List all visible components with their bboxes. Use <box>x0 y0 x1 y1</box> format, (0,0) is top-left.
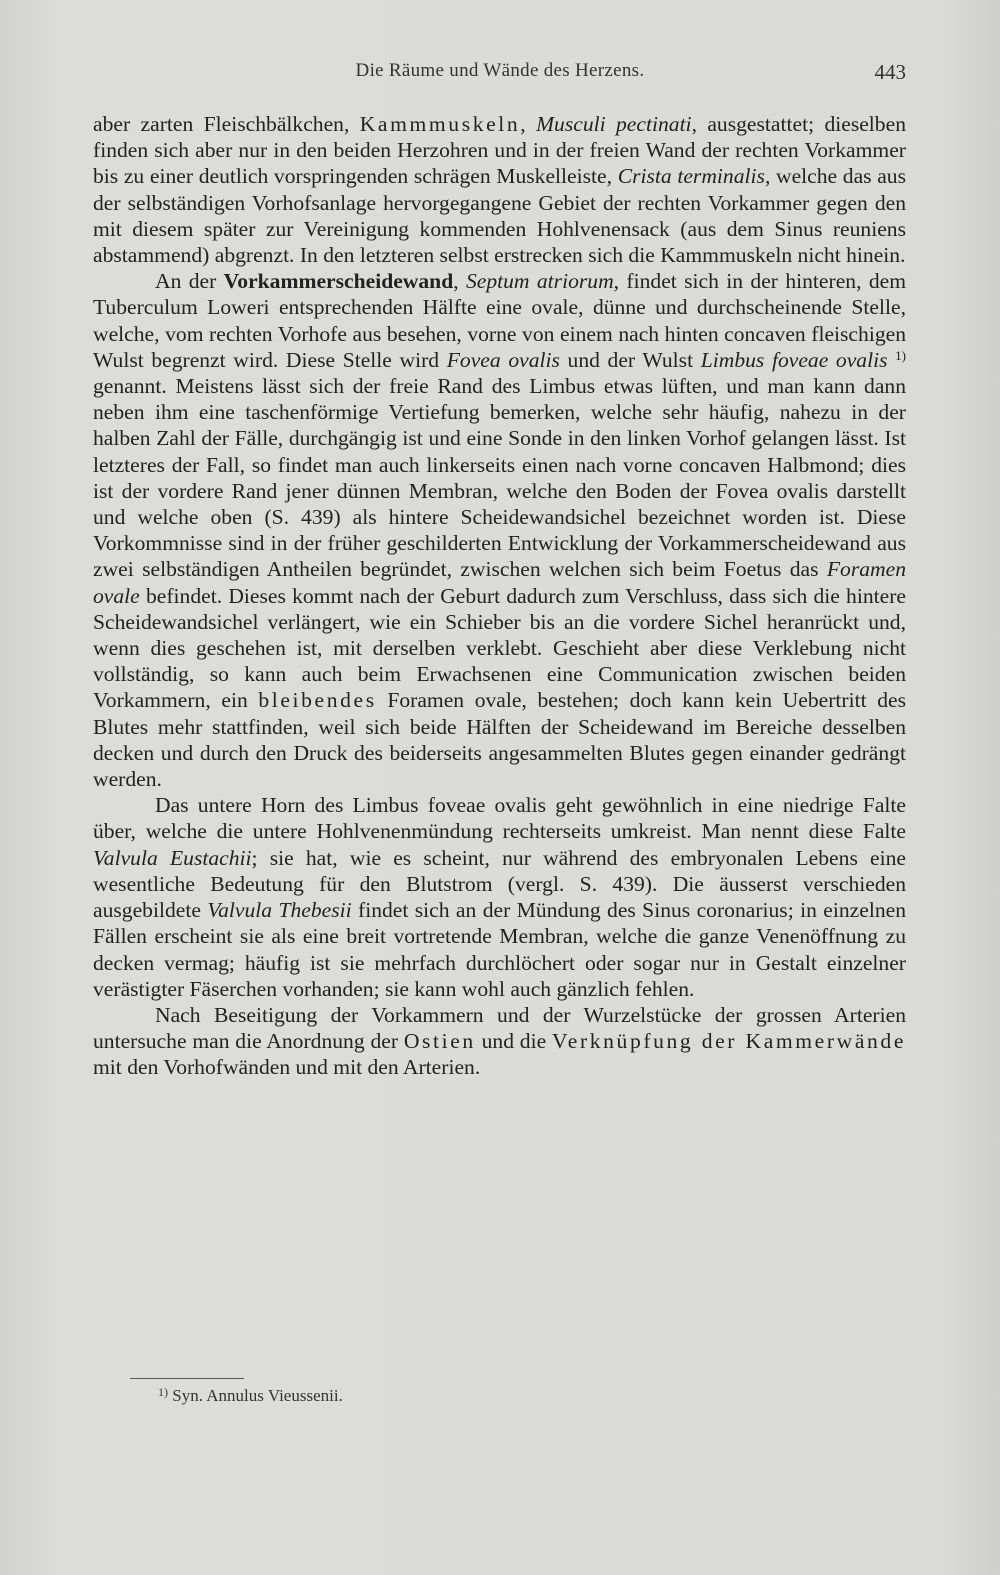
text-run: , <box>453 269 466 294</box>
italic-term: Musculi pectinati <box>536 112 692 136</box>
spaced-emphasis: Verknüpfung der Kammerwände <box>551 1029 906 1054</box>
paragraph <box>93 268 906 792</box>
text-run: ; sie hat, wie es scheint, nur während des embryonalen Lebens eine wesentliche Bedeutung für den Blutstrom (vergl. S. 439). Die äusserst verschieden ausgebildete <box>93 845 906 923</box>
paragraph <box>93 792 906 1002</box>
text-run: An der <box>155 269 224 294</box>
text-run: , welche das aus der selbständigen Vorhofsanlage hervorgegangene Gebiet der rechten Vorkammer gegen den mit diesem später zur Vereinigung kommenden Hohlvenensack (aus dem Sinus reuniens abstammend) abgrenzt. In den letzteren selbst erstrecken sich die Kammmuskeln nicht hinein. <box>93 164 907 268</box>
spaced-emphasis: Kammmuskeln <box>359 112 521 136</box>
running-title: Die Räume und Wände des Herzens. <box>355 60 645 81</box>
footnote-divider <box>130 1378 244 1379</box>
text-run: , <box>520 112 537 136</box>
page-number: 443 <box>874 60 906 84</box>
text-run: Nach Beseitigung der Vorkammern und der Wurzelstücke der grossen Arterien untersuche man die Anordnung der <box>93 1002 906 1054</box>
italic-term: Valvula Thebesii <box>207 898 352 923</box>
spaced-emphasis: Ostien <box>403 1029 476 1054</box>
italic-term: Septum atriorum <box>465 269 614 294</box>
footnote-reference: 1) <box>895 347 906 363</box>
paragraph <box>93 111 906 268</box>
text-run: befindet. Dieses kommt nach der Geburt dadurch zum Verschluss, dass sich die hintere Scheidewandsichel verlängert, wie ein Schieber bis an die vordere Sichel heranrückt und, wenn dies geschehen ist, mit derselben verklebt. Geschieht aber diese Verklebung nicht vollständig, so kann auch beim Erwachsenen eine Communication zwischen beiden Vorkammern, ein <box>93 583 906 713</box>
italic-term: Fovea ovalis <box>446 347 560 372</box>
text-run: Das untere Horn des Limbus foveae ovalis geht gewöhnlich in eine niedrige Falte über, welche die untere Hohlvenenmündung rechterseits umkreist. Man nennt diese Falte <box>93 793 906 844</box>
page-header <box>94 60 906 88</box>
bold-term: Vorkammerscheidewand <box>223 269 454 294</box>
text-run: und die <box>475 1029 552 1054</box>
footnote-marker: 1) <box>158 1385 168 1399</box>
text-run: mit den Vorhofwänden und mit den Arterien. <box>93 1055 481 1080</box>
footnote-text: Syn. Annulus Vieussenii. <box>168 1386 343 1405</box>
italic-term: Crista terminalis <box>617 164 765 189</box>
spaced-emphasis: bleibendes <box>258 688 377 713</box>
paragraph <box>93 1002 906 1081</box>
text-run: aber zarten Fleischbälkchen, <box>93 112 360 136</box>
footnote <box>158 1386 343 1406</box>
italic-term: Limbus foveae ovalis <box>700 347 888 372</box>
text-run: , findet sich in der hinteren, dem Tuberculum Loweri entsprechenden Hälfte eine ovale, dünne und durchscheinende Stelle, welche, vom rechten Vorhofe aus besehen, vorne von einem nach hinten concaven fleischigen Wulst begrenzt wird. Diese Stelle wird <box>93 269 907 372</box>
text-run <box>888 348 896 372</box>
text-run: genannt. Meistens lässt sich der freie Rand des Limbus etwas lüften, und man kann dann neben ihm eine taschenförmige Vertiefung bemerken, welche sehr häufig, nahezu in der halben Zahl der Fälle, durchgängig ist und eine Sonde in den linken Vorhof gelangen lässt. Ist letzteres der Fall, so findet man auch linkerseits einen nach vorne concaven Halbmond; dies ist der vordere Rand jener dünnen Membran, welche den Boden der Fovea ovalis darstellt und welche oben (S. 439) als hintere Scheidewandsichel bezeichnet worden ist. Diese Vorkommnisse sind in der früher geschilderten Entwicklung der Vorkammerscheidewand aus zwei selbständigen Antheilen begründet, zwischen welchen sich beim Foetus das <box>93 374 906 582</box>
text-run: , ausgestattet; dieselben finden sich aber nur in den beiden Herzohren und in der freien Wand der rechten Vorkammer bis zu einer deutlich vorspringenden schrägen Muskelleiste, <box>93 112 906 189</box>
italic-term: Foramen ovale <box>93 557 906 608</box>
text-run: Foramen ovale, bestehen; doch kann kein Uebertritt des Blutes mehr stattfinden, weil sich beide Hälften der Scheidewand im Bereiche desselben decken und durch den Druck des beiderseits angesammelten Blutes gegen einander gedrängt werden. <box>93 688 906 792</box>
italic-term: Valvula Eustachii <box>93 845 252 870</box>
text-run: findet sich an der Mündung des Sinus coronarius; in einzelnen Fällen erscheint sie als eine breit vortretende Membran, welche die ganze Venenöffnung zu decken vermag; häufig ist sie mehrfach durchlöchert oder sogar nur in Gestalt einzelner verästigter Fäserchen vorhanden; sie kann wohl auch gänzlich fehlen. <box>93 898 906 1001</box>
body-text <box>93 111 906 1081</box>
text-run: und der Wulst <box>559 347 701 372</box>
